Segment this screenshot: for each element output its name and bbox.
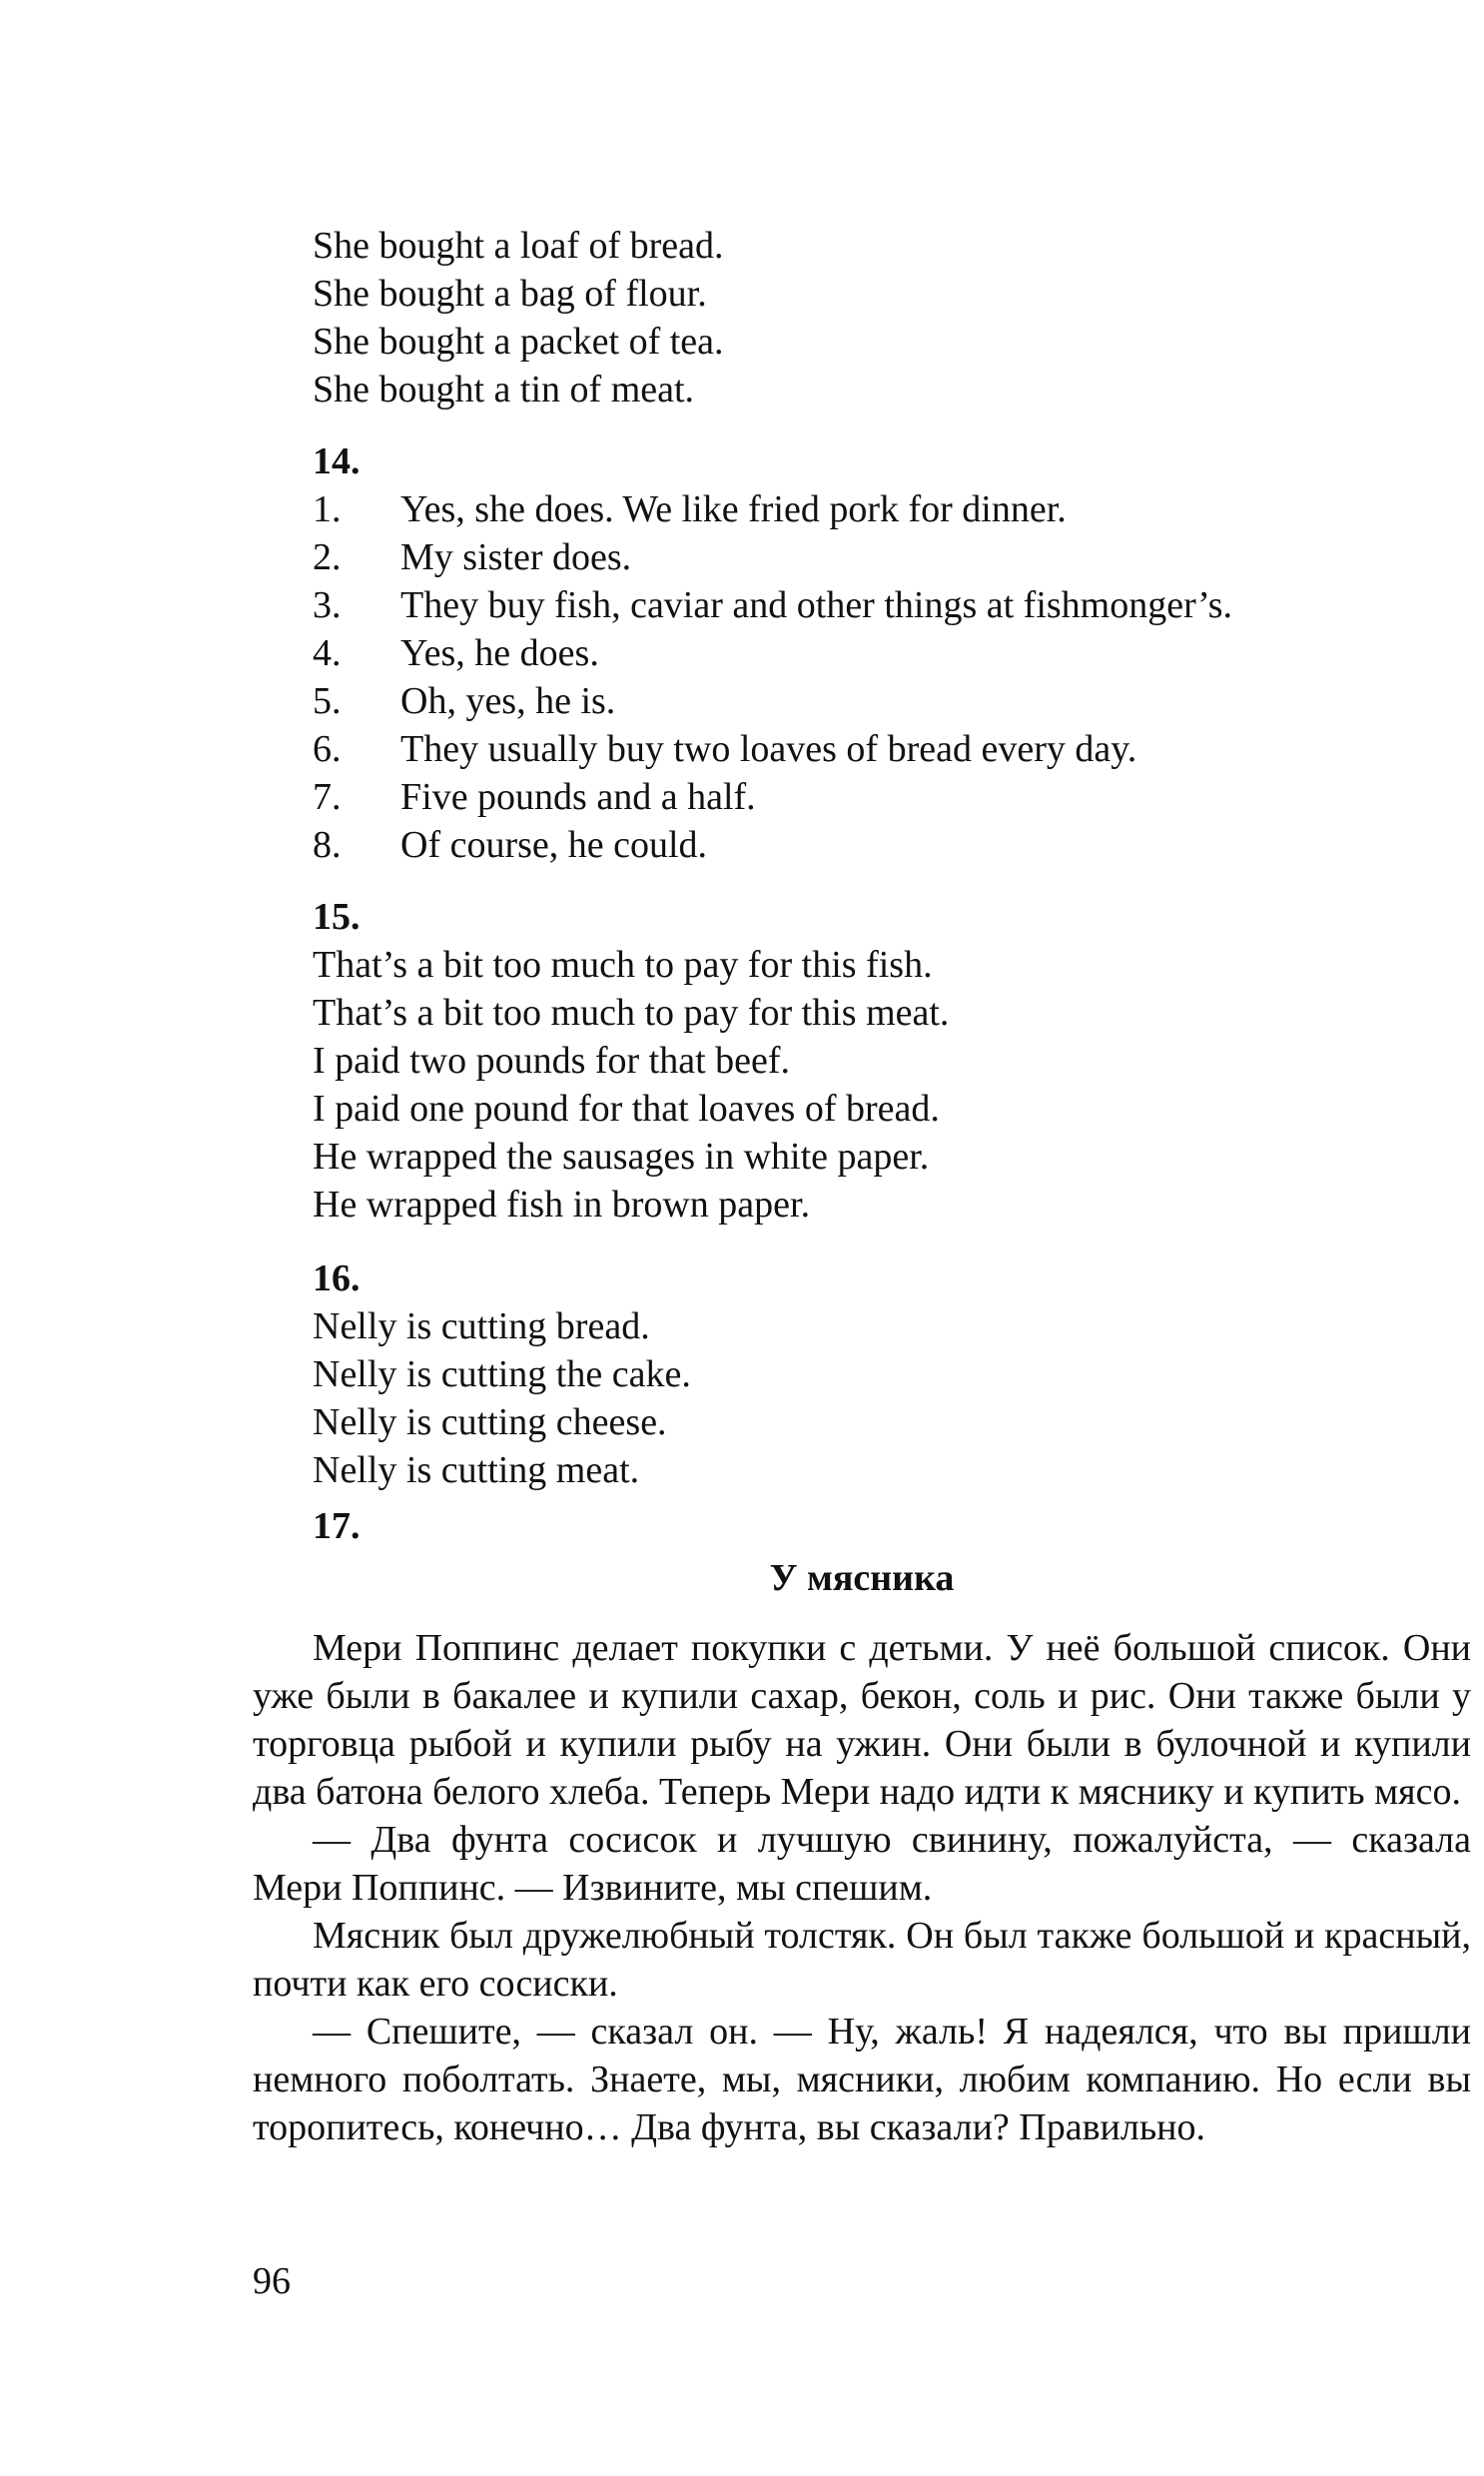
exercise-15 <box>313 893 1471 1229</box>
item-text: They usually buy two loaves of bread every day. <box>400 728 1137 770</box>
numbered-item <box>313 773 1471 821</box>
story-text <box>253 1624 1471 2151</box>
item-number: 7. <box>313 776 342 818</box>
item-text: Five pounds and a half. <box>400 776 756 818</box>
item-number: 6. <box>313 728 342 770</box>
intro-line: She bought a loaf of bread. <box>313 225 724 267</box>
exercise-heading: 14. <box>313 440 361 482</box>
item-number: 8. <box>313 824 342 866</box>
answer-line: He wrapped fish in brown paper. <box>313 1184 811 1226</box>
exercise-heading: 16. <box>313 1257 361 1299</box>
exercise-14 <box>313 437 1471 869</box>
answer-line: That’s a bit too much to pay for this fish. <box>313 944 933 986</box>
numbered-item <box>313 677 1471 725</box>
exercise-heading: 17. <box>313 1505 361 1547</box>
numbered-item <box>313 821 1471 869</box>
exercise-17 <box>313 1502 1471 1550</box>
page-number: 96 <box>253 2260 291 2302</box>
story-title: У мясника <box>769 1557 955 1599</box>
story-paragraph: Мери Поппинс делает покупки с детьми. У неё большой список. Они уже были в бакалее и купили сахар, бекон, соль и рис. Они также были у торговца рыбой и купили рыбу на ужин. Они были в булочной и купили два батона белого хлеба. Теперь Мери надо идти к мяснику и купить мясо. <box>253 1627 1471 1813</box>
story-paragraph: — Спешите, — сказал он. — Ну, жаль! Я надеялся, что вы пришли немного поболтать. Знаете, мы, мясники, любим компанию. Но если вы торопитесь, конечно… Два фунта, вы сказали? Правильно. <box>253 2011 1471 2148</box>
item-number: 3. <box>313 584 342 626</box>
answer-line: Nelly is cutting the cake. <box>313 1353 691 1395</box>
item-number: 2. <box>313 536 342 578</box>
answer-line: Nelly is cutting cheese. <box>313 1401 667 1443</box>
intro-line: She bought a bag of flour. <box>313 273 707 315</box>
numbered-item <box>313 485 1471 533</box>
answer-line: Nelly is cutting meat. <box>313 1449 640 1491</box>
numbered-item <box>313 581 1471 629</box>
intro-block <box>313 222 1471 413</box>
intro-line: She bought a tin of meat. <box>313 369 695 411</box>
item-number: 1. <box>313 488 342 530</box>
story-paragraph: Мясник был дружелюбный толстяк. Он был также большой и красный, почти как его сосиски. <box>253 1915 1471 2005</box>
answer-line: I paid two pounds for that beef. <box>313 1040 791 1082</box>
story-paragraph: — Два фунта сосисок и лучшую свинину, пожалуйста, — сказала Мери Поппинс. — Извините, мы спешим. <box>253 1819 1471 1909</box>
item-text: Of course, he could. <box>400 824 708 866</box>
answer-line: Nelly is cutting bread. <box>313 1305 650 1347</box>
item-text: Yes, she does. We like fried pork for dinner. <box>400 488 1067 530</box>
item-text: Oh, yes, he is. <box>400 680 616 722</box>
item-text: Yes, he does. <box>400 632 599 674</box>
item-text: They buy fish, caviar and other things at fishmonger’s. <box>400 584 1232 626</box>
item-number: 5. <box>313 680 342 722</box>
answer-line: That’s a bit too much to pay for this meat. <box>313 992 950 1034</box>
numbered-item <box>313 533 1471 581</box>
answer-line: I paid one pound for that loaves of bread. <box>313 1088 940 1130</box>
answer-line: He wrapped the sausages in white paper. <box>313 1136 930 1178</box>
numbered-item <box>313 725 1471 773</box>
exercise-16 <box>313 1254 1471 1494</box>
exercise-heading: 15. <box>313 896 361 938</box>
intro-line: She bought a packet of tea. <box>313 321 724 363</box>
numbered-item <box>313 629 1471 677</box>
item-number: 4. <box>313 632 342 674</box>
item-text: My sister does. <box>400 536 632 578</box>
